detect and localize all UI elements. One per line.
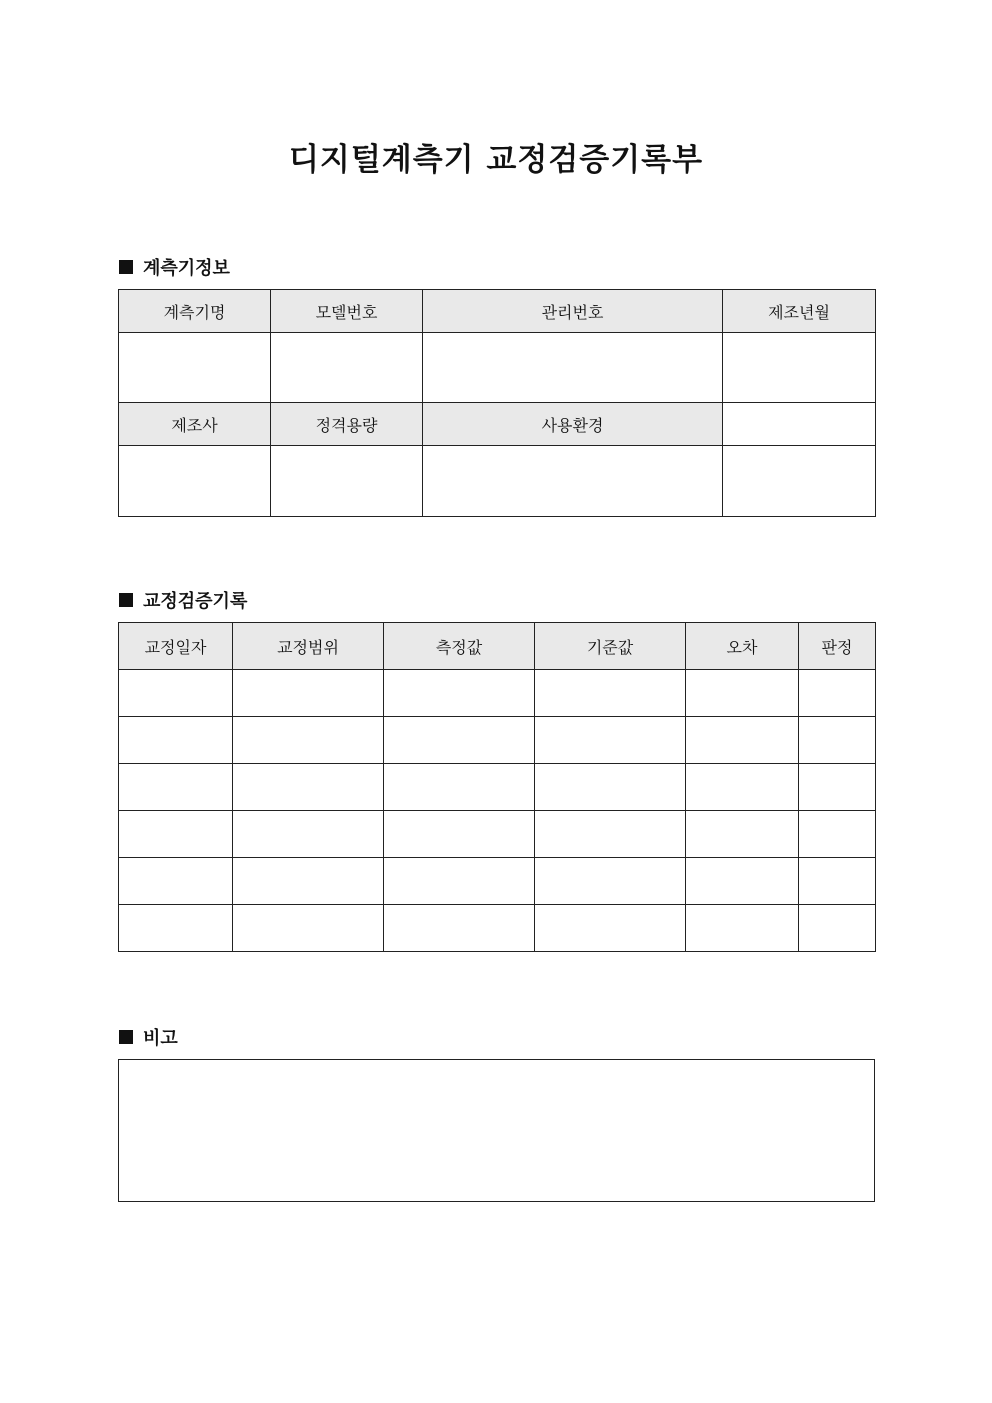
cell-measured-value[interactable] (384, 670, 535, 717)
cell-reference-value[interactable] (535, 764, 686, 811)
cell-judgement[interactable] (799, 670, 876, 717)
table-row (119, 670, 876, 717)
instrument-info-table (118, 289, 876, 517)
cell-calibration-range[interactable] (233, 764, 384, 811)
cell-reference-value[interactable] (535, 811, 686, 858)
black-square-icon (119, 593, 133, 607)
cell-model-number[interactable] (271, 333, 423, 403)
header-manufacturer: 제조사 (119, 403, 271, 446)
cell-judgement[interactable] (799, 905, 876, 952)
instrument-data-row-2 (119, 446, 876, 517)
cell-manufacturer[interactable] (119, 446, 271, 517)
header-calibration-date: 교정일자 (119, 623, 233, 670)
remarks-heading-label: 비고 (143, 1028, 178, 1049)
cell-calibration-date[interactable] (119, 670, 233, 717)
cell-usage-environment[interactable] (423, 446, 723, 517)
cell-error[interactable] (686, 670, 799, 717)
calibration-record-table (118, 622, 876, 952)
cell-error[interactable] (686, 858, 799, 905)
cell-calibration-range[interactable] (233, 858, 384, 905)
cell-management-number[interactable] (423, 333, 723, 403)
cell-calibration-date[interactable] (119, 764, 233, 811)
header-rated-capacity: 정격용량 (271, 403, 423, 446)
black-square-icon (119, 260, 133, 274)
header-manufacture-date: 제조년월 (723, 290, 876, 333)
cell-measured-value[interactable] (384, 764, 535, 811)
table-row (119, 764, 876, 811)
header-measured-value: 측정값 (384, 623, 535, 670)
instrument-info-heading-label: 계측기정보 (143, 258, 230, 279)
cell-reference-value[interactable] (535, 670, 686, 717)
cell-instrument-name[interactable] (119, 333, 271, 403)
header-calibration-range: 교정범위 (233, 623, 384, 670)
page-title: 디지털계측기 교정검증기록부 (288, 142, 704, 178)
calibration-header-row (119, 623, 876, 670)
remarks-box[interactable] (118, 1059, 875, 1202)
cell-calibration-date[interactable] (119, 858, 233, 905)
cell-error[interactable] (686, 717, 799, 764)
cell-measured-value[interactable] (384, 858, 535, 905)
black-square-icon (119, 1030, 133, 1044)
cell-measured-value[interactable] (384, 717, 535, 764)
instrument-data-row-1 (119, 333, 876, 403)
cell-reference-value[interactable] (535, 858, 686, 905)
cell-calibration-range[interactable] (233, 905, 384, 952)
cell-calibration-date[interactable] (119, 905, 233, 952)
cell-judgement[interactable] (799, 858, 876, 905)
cell-calibration-range[interactable] (233, 811, 384, 858)
instrument-header-row-2 (119, 403, 876, 446)
header-management-number: 관리번호 (423, 290, 723, 333)
calibration-record-heading-label: 교정검증기록 (143, 591, 248, 612)
table-row (119, 905, 876, 952)
remarks-heading (119, 1024, 178, 1050)
header-model-number: 모델번호 (271, 290, 423, 333)
cell-error[interactable] (686, 905, 799, 952)
table-row (119, 811, 876, 858)
cell-calibration-date[interactable] (119, 717, 233, 764)
cell-extra[interactable] (723, 446, 876, 517)
header-error: 오차 (686, 623, 799, 670)
cell-judgement[interactable] (799, 764, 876, 811)
cell-blank[interactable] (723, 403, 876, 446)
table-row (119, 858, 876, 905)
instrument-header-row-1 (119, 290, 876, 333)
cell-calibration-range[interactable] (233, 670, 384, 717)
cell-reference-value[interactable] (535, 905, 686, 952)
cell-measured-value[interactable] (384, 811, 535, 858)
cell-calibration-date[interactable] (119, 811, 233, 858)
cell-error[interactable] (686, 764, 799, 811)
cell-judgement[interactable] (799, 811, 876, 858)
header-instrument-name: 계측기명 (119, 290, 271, 333)
cell-reference-value[interactable] (535, 717, 686, 764)
instrument-info-heading (119, 254, 230, 280)
cell-rated-capacity[interactable] (271, 446, 423, 517)
cell-error[interactable] (686, 811, 799, 858)
calibration-record-heading (119, 587, 247, 613)
cell-manufacture-date[interactable] (723, 333, 876, 403)
cell-calibration-range[interactable] (233, 717, 384, 764)
header-judgement: 판정 (799, 623, 876, 670)
header-reference-value: 기준값 (535, 623, 686, 670)
cell-judgement[interactable] (799, 717, 876, 764)
table-row (119, 717, 876, 764)
header-usage-environment: 사용환경 (423, 403, 723, 446)
cell-measured-value[interactable] (384, 905, 535, 952)
